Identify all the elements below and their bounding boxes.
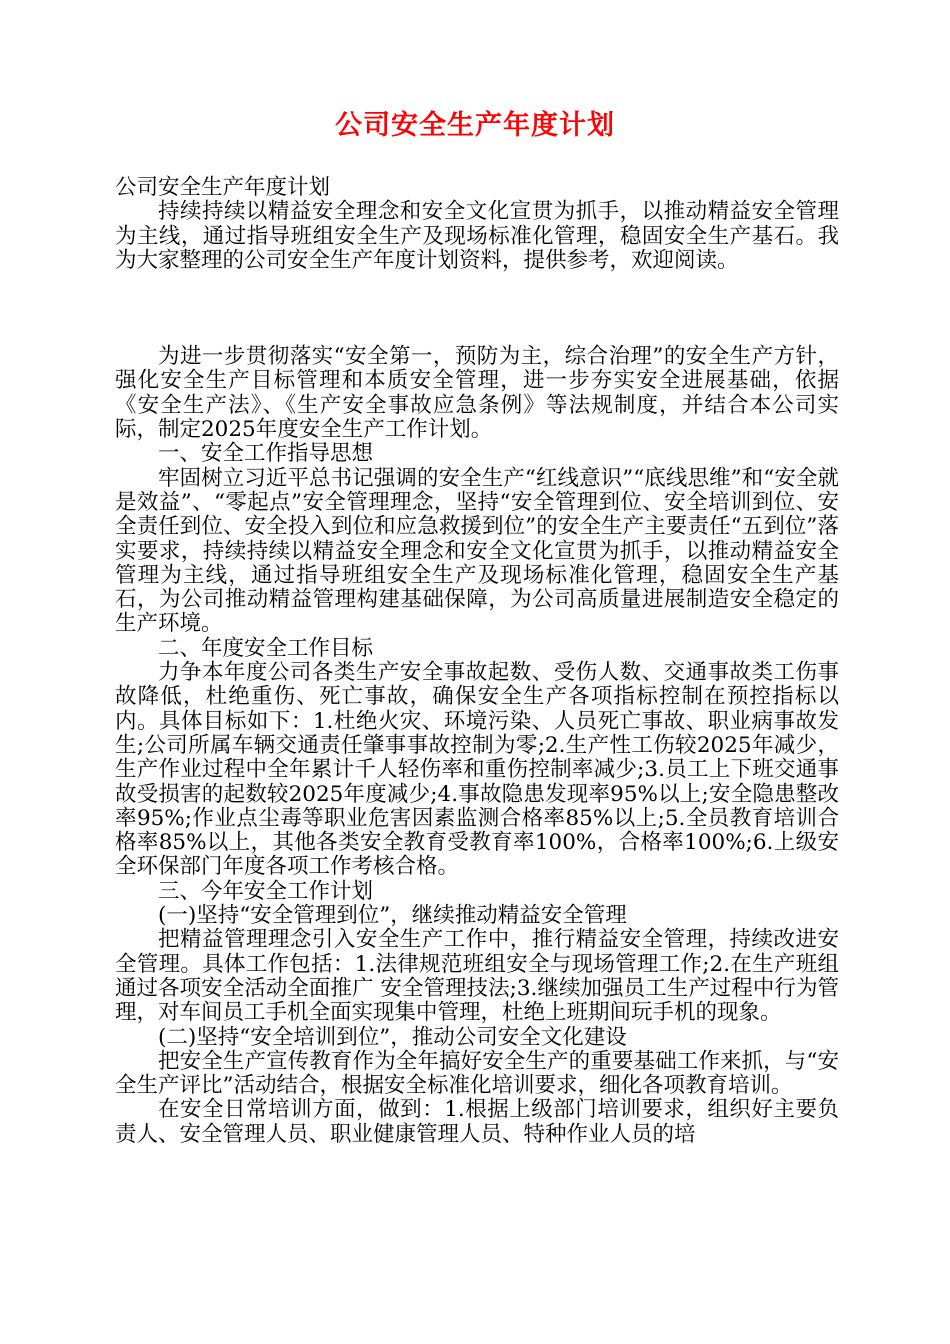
paragraph-spacer bbox=[115, 273, 839, 345]
training-paragraph: 在安全日常培训方面，做到：1.根据上级部门培训要求，组织好主要负责人、安全管理人员、职业健康管理人员、特种作业人员的培 bbox=[115, 1097, 839, 1147]
section-2-paragraph: 力争本年度公司各类生产安全事故起数、受伤人数、交通事故类工伤事故降低，杜绝重伤、死亡事故，确保安全生产各项指标控制在预控指标以内。具体目标如下：1.杜绝火灾、环境污染、人员死亡事故、职业病事故发生;公司所属车辆交通责任肇事事故控制为零;2.生产性工伤较2025年减少，生产作业过程中全年累计千人轻伤率和重伤控制率减少;3.员工上下班交通事故受损害的起数较2025年度减少;4.事故隐患发现率95%以上;安全隐患整改率95%;作业点尘毒等职业危害因素监测合格率85%以上;5.全员教育培训合格率85%以上，其他各类安全教育受教育率100%，合格率100%;6.上级安全环保部门年度各项工作考核合格。 bbox=[115, 660, 839, 880]
section-heading-1: 一、安全工作指导思想 bbox=[158, 441, 374, 467]
intro-paragraph: 持续持续以精益安全理念和安全文化宣贯为抓手，以推动精益安全管理为主线，通过指导班组安全生产及现场标准化管理，稳固安全生产基石。我为大家整理的公司安全生产年度计划资料，提供参考，欢迎阅读。 bbox=[115, 199, 839, 273]
subsection-heading-2: (二)坚持“安全培训到位”，推动公司安全文化建设 bbox=[158, 1024, 627, 1050]
subsection-heading-1: (一)坚持“安全管理到位”，继续推动精益安全管理 bbox=[158, 903, 627, 929]
preamble-paragraph: 为进一步贯彻落实“安全第一，预防为主，综合治理”的安全生产方针，强化安全生产目标管理和本质安全管理，进一步夯实安全进展基础，依据《安全生产法》、《生产安全事故应急条例》等法规制度，并结合本公司实际，制定2025年度安全生产工作计划。 bbox=[115, 344, 839, 443]
document-body bbox=[115, 176, 839, 1147]
subsection-1-paragraph: 把精益管理理念引入安全生产工作中，推行精益安全管理，持续改进安全管理。具体工作包括：1.法律规范班组安全与现场管理工作;2.在生产班组通过各项安全活动全面推广 安全管理技法;3.继续加强员工生产过程中行为管理，对车间员工手机全面实现集中管理，杜绝上班期间玩手机的现象。 bbox=[115, 927, 839, 1026]
section-1-paragraph: 牢固树立习近平总书记强调的安全生产“红线意识”“底线思维”和“安全就是效益”、“零起点”安全管理理念，坚持“安全管理到位、安全培训到位、安全责任到位、安全投入到位和应急救援到位”的安全生产主要责任“五到位”落实要求，持续持续以精益安全理念和安全文化宣贯为抓手，以推动精益安全管理为主线，通过指导班组安全生产及现场标准化管理，稳固安全生产基石，为公司推动精益管理构建基础保障，为公司高质量进展制造安全稳定的生产环境。 bbox=[115, 465, 839, 637]
subsection-2-paragraph: 把安全生产宣传教育作为全年搞好安全生产的重要基础工作来抓，与“安全生产评比”活动结合，根据安全标准化培训要求，细化各项教育培训。 bbox=[115, 1048, 839, 1099]
section-heading-3: 三、今年安全工作计划 bbox=[158, 878, 374, 904]
document-title: 公司安全生产年度计划 bbox=[335, 110, 615, 141]
section-heading-2: 二、年度安全工作目标 bbox=[158, 635, 374, 661]
body-heading: 公司安全生产年度计划 bbox=[115, 175, 331, 200]
